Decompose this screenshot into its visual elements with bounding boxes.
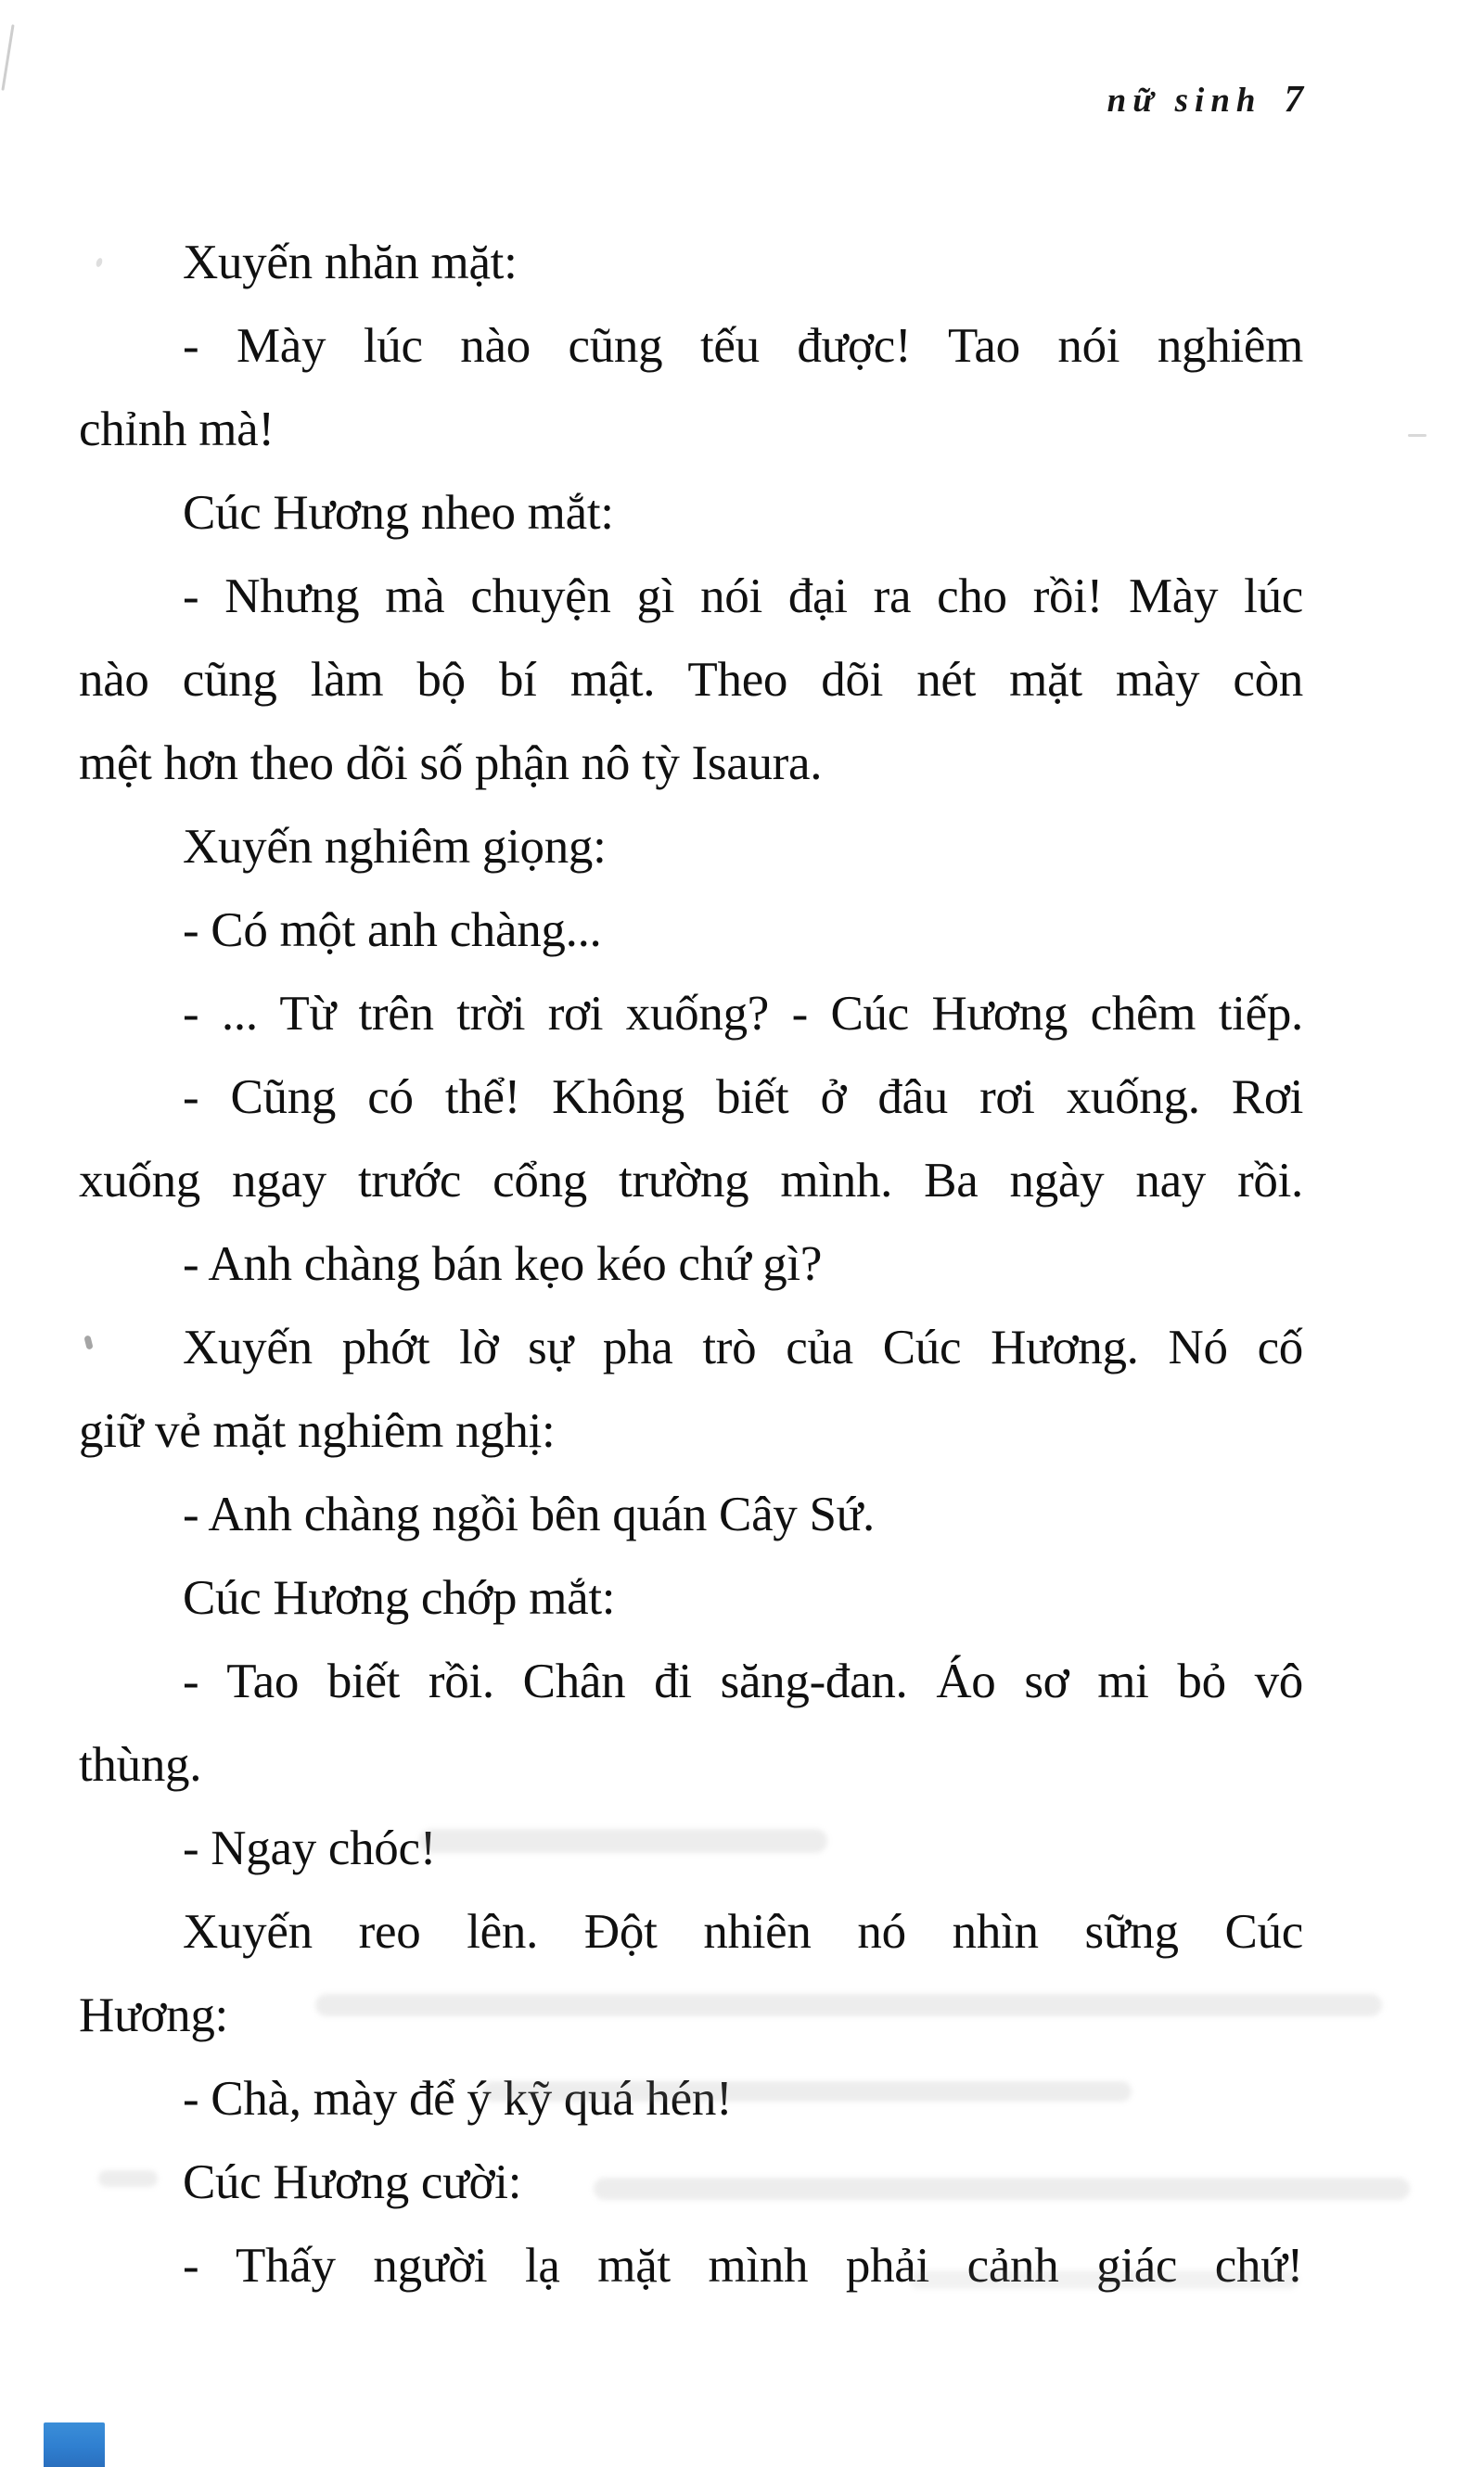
body-line: Cúc Hương nheo mắt:	[183, 486, 614, 540]
body-line: - Anh chàng ngồi bên quán Cây Sứ.	[183, 1488, 875, 1541]
body-line: - Chà, mày để ý kỹ quá hén!	[183, 2072, 733, 2126]
body-line: - Anh chàng bán kẹo kéo chứ gì?	[183, 1237, 823, 1291]
body-line: Xuyến nghiêm giọng:	[183, 820, 607, 874]
body-line: - Thấy người lạ mặt mình phải cảnh giác chứ!	[183, 2239, 1303, 2293]
scan-scratch	[1, 24, 14, 91]
running-title: nữ sinh	[1107, 82, 1262, 120]
body-line: - Mày lúc nào cũng tếu được! Tao nói nghiêm	[183, 319, 1303, 373]
body-line: Cúc Hương cười:	[183, 2155, 522, 2209]
body-line: - Có một anh chàng...	[183, 903, 602, 957]
body-line: nào cũng làm bộ bí mật. Theo dõi nét mặt mày còn	[79, 653, 1303, 707]
body-line: - Ngay chóc!	[183, 1821, 437, 1875]
body-line: Xuyến reo lên. Đột nhiên nó nhìn sững Cúc	[183, 1905, 1303, 1959]
margin-dash	[1408, 434, 1426, 437]
body-line: xuống ngay trước cổng trường mình. Ba ngày nay rồi.	[79, 1154, 1303, 1208]
body-line: chỉnh mà!	[79, 403, 275, 456]
page-number: 7	[1284, 77, 1303, 120]
body-line: - Cũng có thể! Không biết ở đâu rơi xuống. Rơi	[183, 1070, 1303, 1124]
body-line: Xuyến nhăn mặt:	[183, 236, 518, 289]
body-line: - ... Từ trên trời rơi xuống? - Cúc Hương chêm tiếp.	[183, 987, 1303, 1041]
body-line: giữ vẻ mặt nghiêm nghị:	[79, 1404, 556, 1458]
body-line: Cúc Hương chớp mắt:	[183, 1571, 616, 1625]
body-line: - Nhưng mà chuyện gì nói đại ra cho rồi! Mày lúc	[183, 569, 1303, 623]
blue-ink-mark	[44, 2422, 105, 2467]
running-head	[79, 76, 1303, 121]
body-line: thùng.	[79, 1738, 202, 1792]
body-text	[79, 221, 1303, 2307]
body-line: Hương:	[79, 1988, 228, 2042]
body-line: mệt hơn theo dõi số phận nô tỳ Isaura.	[79, 736, 823, 790]
body-line: Xuyến phớt lờ sự pha trò của Cúc Hương. Nó cố	[183, 1321, 1303, 1374]
body-line: - Tao biết rồi. Chân đi săng-đan. Áo sơ mi bỏ vô	[183, 1655, 1303, 1708]
